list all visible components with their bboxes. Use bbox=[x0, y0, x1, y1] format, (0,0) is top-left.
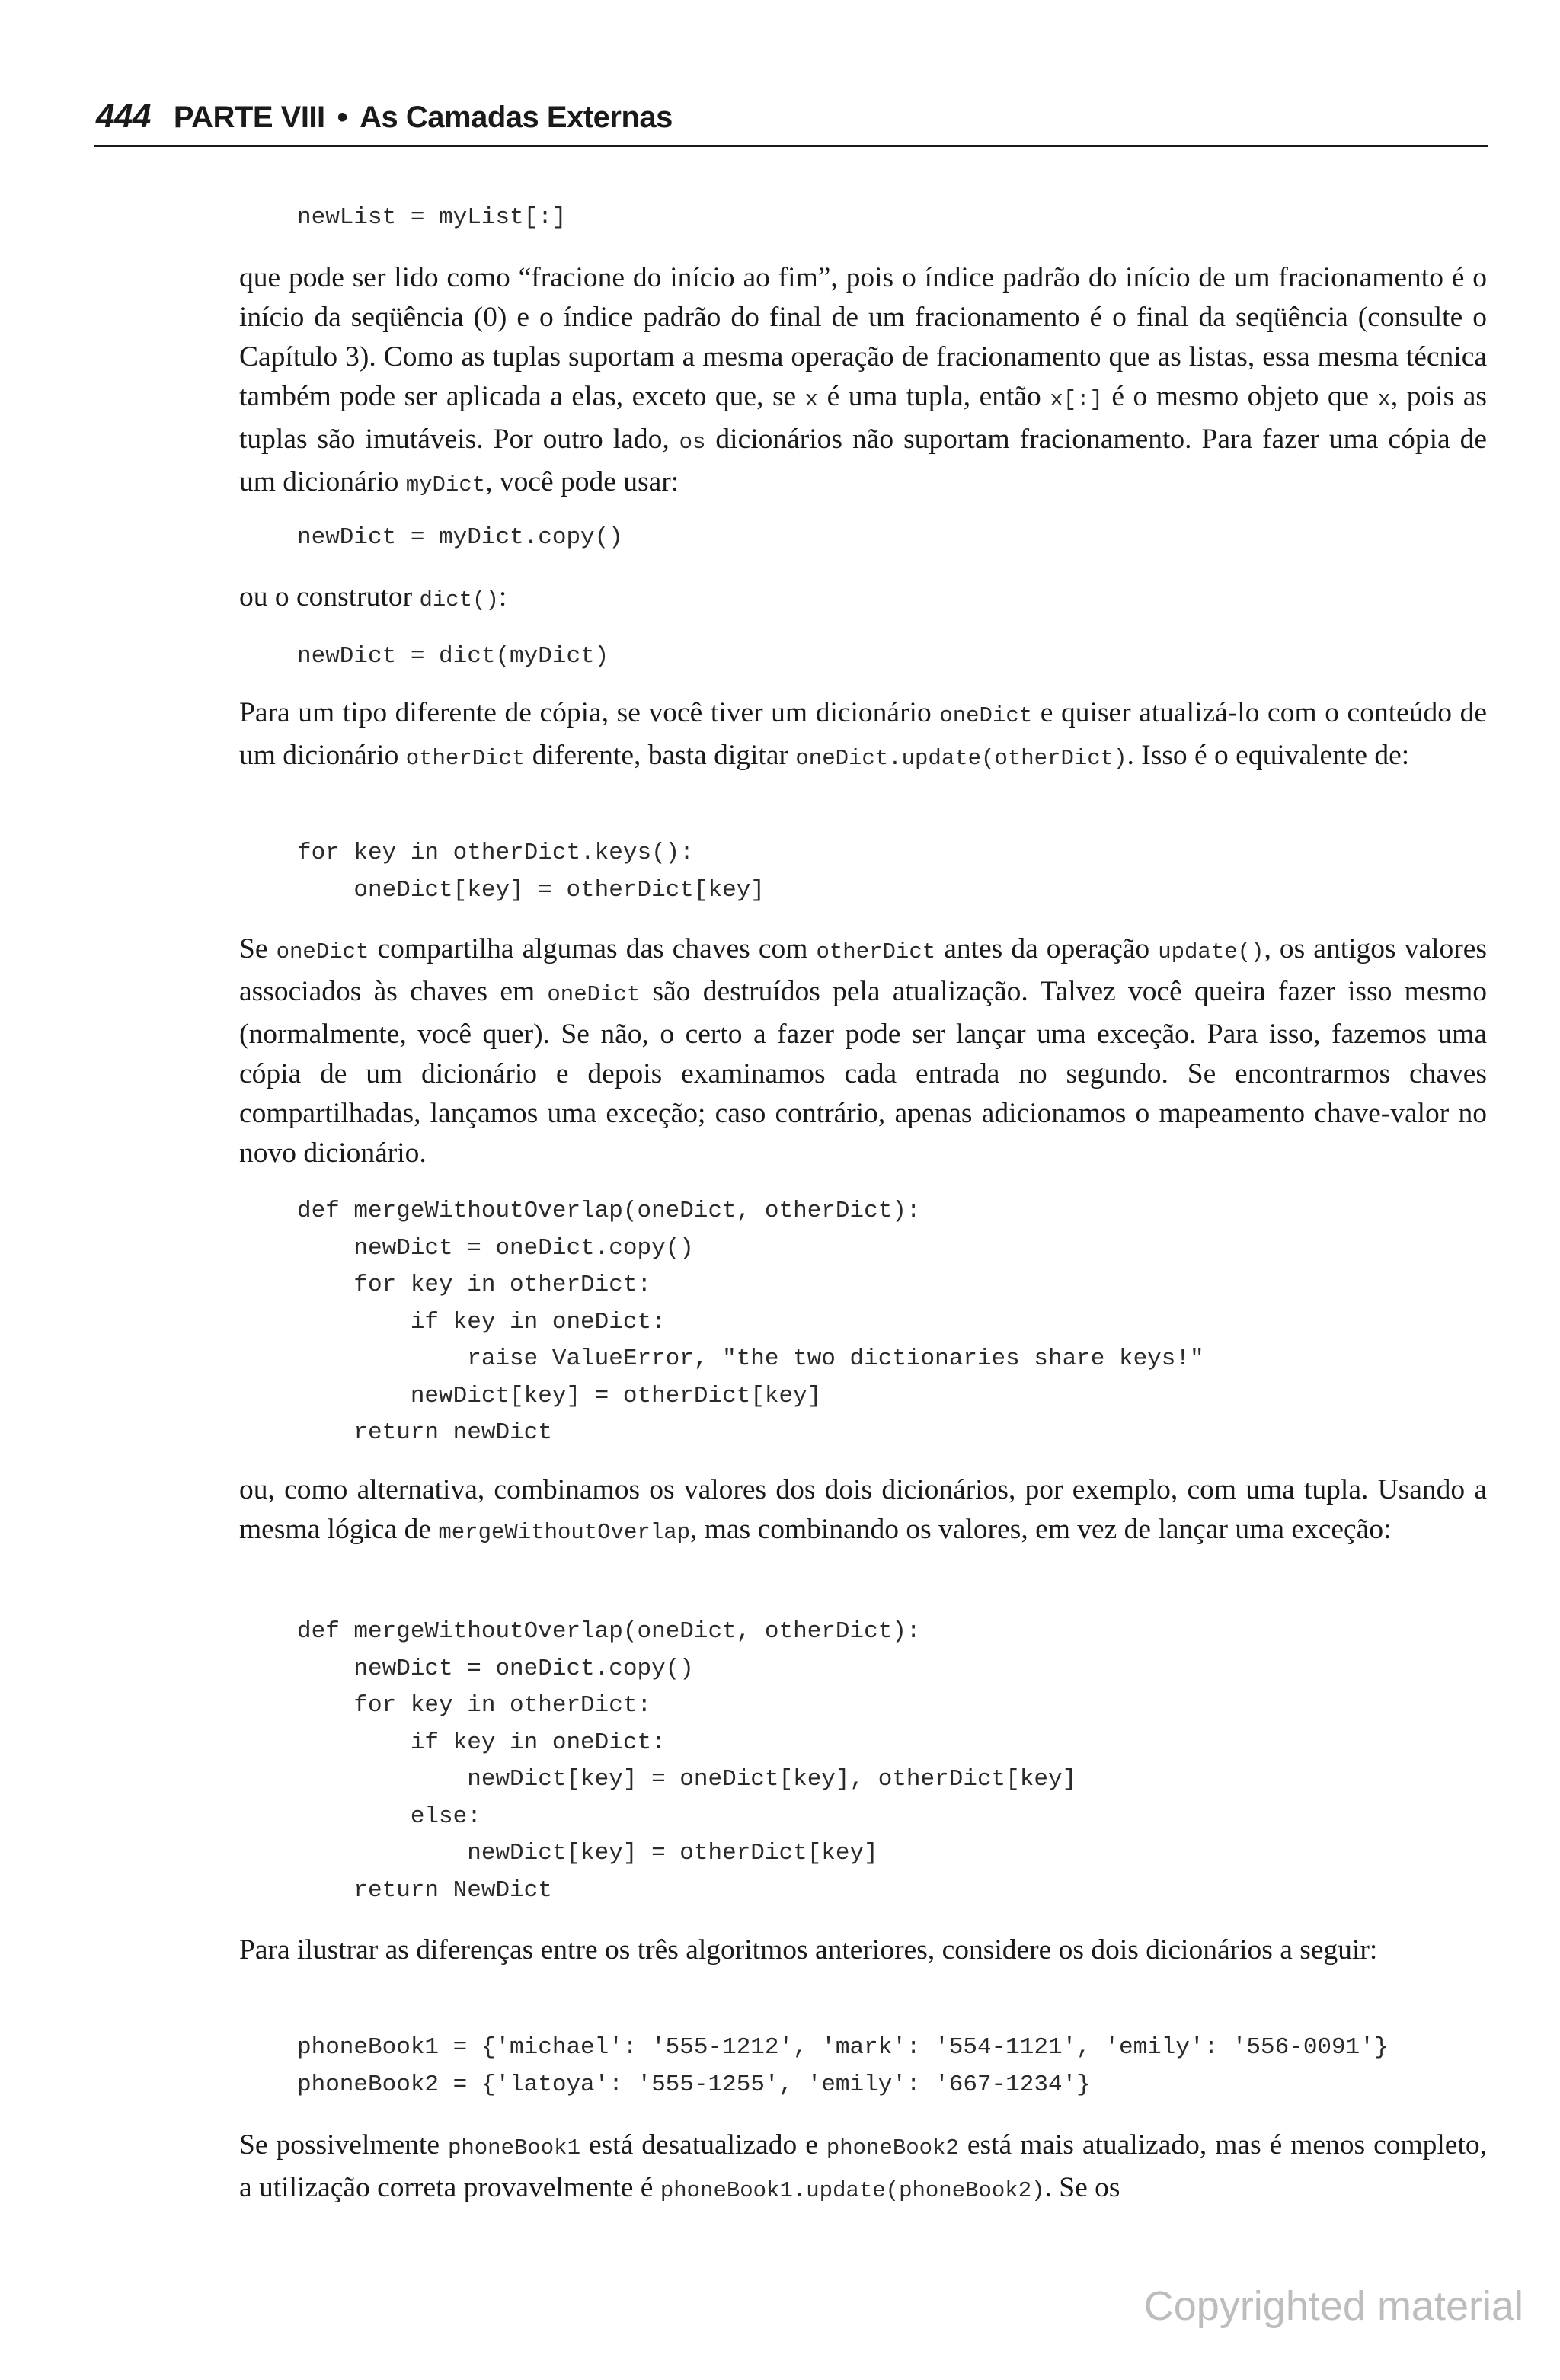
copyright-watermark: Copyrighted material bbox=[1143, 2283, 1523, 2329]
text-run: e quiser atualizá-lo com o conteúdo de um dicionário bbox=[239, 697, 1487, 771]
text-run: : bbox=[498, 581, 507, 613]
running-header bbox=[96, 98, 1490, 143]
text-run: diferente, basta digitar bbox=[525, 740, 796, 771]
page-number: 444 bbox=[96, 98, 151, 135]
text-run: Para ilustrar as diferenças entre os três algoritmos anteriores, considere os dois dicionários a seguir: bbox=[239, 1934, 1378, 1966]
text-run: é uma tupla, então bbox=[818, 381, 1050, 412]
paragraph bbox=[239, 258, 1487, 505]
code-block: def mergeWithoutOverlap(oneDict, otherDict): newDict = oneDict.copy() for key in otherDict: if key in oneDict: raise ValueError, "the two dictionaries share keys!" newDict[key] = otherDict[key] return newDict bbox=[297, 1198, 1204, 1446]
text-run: , mas combinando os valores, em vez de lançar uma exceção: bbox=[690, 1514, 1392, 1545]
paragraph bbox=[239, 693, 1487, 779]
paragraph bbox=[239, 2126, 1487, 2211]
text-run: é o mesmo objeto que bbox=[1102, 381, 1378, 412]
paragraph bbox=[239, 929, 1487, 1173]
code-block: for key in otherDict.keys(): oneDict[key] = otherDict[key] bbox=[297, 840, 765, 904]
inline-code: oneDict bbox=[276, 939, 369, 964]
text-run: , os antigos valores associados às chaves em bbox=[239, 933, 1487, 1007]
inline-code: x[:] bbox=[1050, 387, 1103, 412]
inline-code: phoneBook1.update(phoneBook2) bbox=[660, 2178, 1045, 2203]
text-run: Se bbox=[239, 933, 277, 964]
header-bullet: • bbox=[337, 101, 348, 134]
text-run: , você pode usar: bbox=[485, 466, 679, 497]
inline-code: myDict bbox=[405, 472, 486, 497]
inline-code: dict() bbox=[419, 587, 499, 613]
inline-code: oneDict bbox=[939, 703, 1033, 728]
paragraph bbox=[239, 1931, 1487, 1970]
inline-code: otherDict bbox=[816, 939, 936, 964]
chapter-title: As Camadas Externas bbox=[360, 101, 673, 134]
text-run: . Se os bbox=[1044, 2172, 1120, 2203]
inline-code: x bbox=[1377, 387, 1391, 412]
paragraph bbox=[239, 1470, 1487, 1553]
inline-code: oneDict.update(otherDict) bbox=[795, 746, 1127, 771]
text-run: antes da operação bbox=[935, 933, 1159, 964]
text-run: está mais atualizado, mas é menos completo, a utilização correta provavelmente é bbox=[239, 2129, 1487, 2203]
inline-code: phoneBook2 bbox=[826, 2135, 959, 2161]
text-run: ou o construtor bbox=[239, 581, 420, 613]
code-block: phoneBook1 = {'michael': '555-1212', 'mark': '554-1121', 'emily': '556-0091'} phoneBook2 = {'latoya': '555-1255', 'emily': '667-1234'} bbox=[297, 2034, 1389, 2098]
code-block: newDict = dict(myDict) bbox=[297, 643, 609, 670]
text-run: dicionários não suportam fracionamento. Para fazer uma cópia de um dicionário bbox=[239, 424, 1487, 497]
text-run: ou, como alternativa, combinamos os valores dos dois dicionários, por exemplo, com uma tupla. Usando a mesma lógica de bbox=[239, 1474, 1487, 1545]
text-run: Se possivelmente bbox=[239, 2129, 448, 2161]
text-run: Para um tipo diferente de cópia, se você tiver um dicionário bbox=[239, 697, 940, 728]
part-label: PARTE VIII bbox=[173, 101, 325, 134]
text-run: compartilha algumas das chaves com bbox=[369, 933, 817, 964]
paragraph bbox=[239, 577, 1487, 620]
text-run: está desatualizado e bbox=[580, 2129, 826, 2161]
inline-code: oneDict bbox=[547, 982, 641, 1007]
inline-code: phoneBook1 bbox=[447, 2135, 580, 2161]
code-block: newList = myList[:] bbox=[297, 204, 567, 231]
inline-code: otherDict bbox=[405, 746, 526, 771]
code-block: newDict = myDict.copy() bbox=[297, 524, 623, 551]
code-block: def mergeWithoutOverlap(oneDict, otherDict): newDict = oneDict.copy() for key in otherDict: if key in oneDict: newDict[key] = oneDict[key], otherDict[key] else: newDict[key] = otherDict[key] return NewDict bbox=[297, 1618, 1077, 1904]
inline-code: update() bbox=[1158, 939, 1264, 964]
inline-code: os bbox=[679, 430, 706, 455]
text-run: são destruídos pela atualização. Talvez você queira fazer isso mesmo (normalmente, você quer). Se não, o certo a fazer pode ser lançar uma exceção. Para isso, fazemos uma cópia de um dicionário e depois examinamos cada entrada no segundo. Se encontrarmos chaves compartilhadas, lançamos uma exceção; caso contrário, apenas adicionamos o mapeamento chave-valor no novo dicionário. bbox=[239, 976, 1487, 1169]
header-rule bbox=[94, 145, 1488, 147]
text-run: que pode ser lido como “fracione do início ao fim”, pois o índice padrão do início de um fracionamento é o início da seqüência (0) e o índice padrão do final de um fracionamento é o final da seqüência (consulte o Capítulo 3). Como as tuplas suportam a mesma operação de fracionamento que as listas, essa mesma técnica também pode ser aplicada a elas, exceto que, se bbox=[239, 262, 1487, 412]
text-run: , pois as tuplas são imutáveis. Por outro lado, bbox=[239, 381, 1487, 455]
inline-code: mergeWithoutOverlap bbox=[438, 1520, 691, 1545]
text-run: . Isso é o equivalente de: bbox=[1127, 740, 1410, 771]
inline-code: x bbox=[804, 387, 819, 412]
